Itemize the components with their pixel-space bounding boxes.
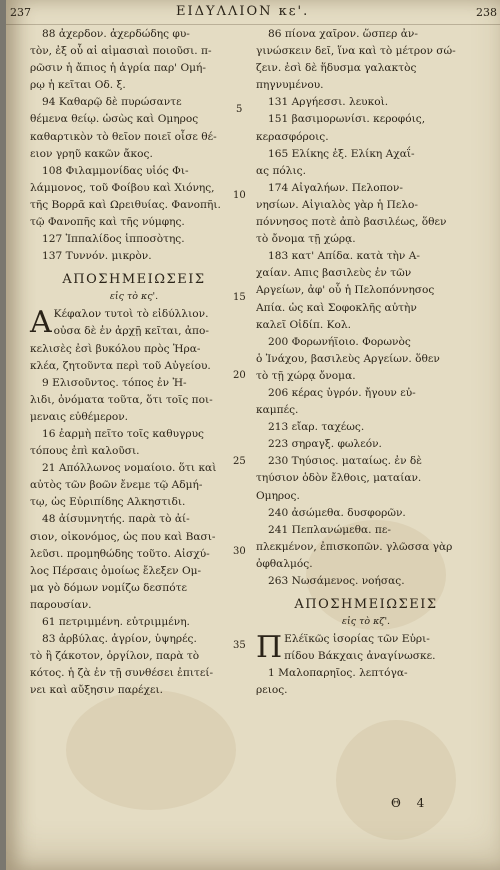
text-line: 108 Φιλαμμονίδας υἱός Φι- (42, 164, 189, 177)
text-line: 83 ἀρβύλας. ἀγρίον, ὑψηρές. (42, 633, 197, 646)
section-heading: ΑΠΟΣΗΜΕΙΩΣΕΙΣ (62, 272, 206, 288)
text-line: ειον γρηῦ κακῶν ἄκος. (30, 147, 153, 160)
text-line: τηύσιον ὁδὸν ἔλθοις, ματαίαν. (256, 472, 422, 485)
margin-line-number: 35 (233, 640, 246, 651)
text-line: θέμενα θείῳ. ὡσὼς καὶ Ομηρος (30, 113, 199, 126)
text-line: 263 Νωσάμενος. νοήσας. (268, 575, 405, 587)
section-subheading: εἰς τὸ κς'. (109, 291, 159, 303)
text-line: 165 Ελίκης ἐξ. Ελίκη Αχαΐ- (268, 147, 415, 160)
text-line: ζειν. ἐσὶ δὲ ἥδυσμα γαλακτὸς (256, 62, 417, 75)
text-line: κλέα, ζητοῦντα περὶ τοῦ Αὐγείου. (30, 359, 211, 372)
text-line: τὸν, ἐξ οὗ αἱ αἱμασιαὶ ποιοῦσι. π- (30, 45, 212, 58)
text-line: 183 κατ' Απίδα. κατὰ τὴν Α- (268, 250, 420, 263)
margin-line-number: 25 (233, 456, 246, 467)
drop-cap: Π (256, 630, 283, 666)
left-page-number: 237 (10, 6, 31, 19)
text-line: 88 ἀχερδον. ἀχερδώδης φυ- (42, 28, 190, 40)
margin-line-number: 30 (233, 546, 246, 557)
text-line: καλεῖ Οἰδίπ. Κολ. (256, 318, 351, 331)
right-page-number: 238 (476, 6, 497, 19)
text-line: κελισὲς ἐσὶ βυκόλου πρὸς Ἡρα- (30, 342, 201, 355)
text-line: 16 ἐαρμὴ πεῖτο τοῖς καθυγρυς (42, 427, 204, 440)
text-line: τῳ, ὡς Εὐριπίδης Αλκηστιδι. (30, 496, 186, 509)
text-line: μα γὸ δόμων νομίζω δεσπότε (30, 581, 187, 594)
right-column (256, 26, 476, 699)
text-line: τὸ ὄνομα τῇ χώρᾳ. (256, 233, 356, 246)
text-line: ὀφθαλμός. (256, 557, 313, 570)
drop-cap: Α (30, 305, 52, 341)
signature-mark: Θ 4 (391, 796, 431, 810)
text-line: χαίαν. Απις βασιλεὺς ἐν τῶν (256, 267, 412, 280)
text-line: 86 πίονα χαῖρον. ὥσπερ ἀν- (268, 28, 418, 40)
section-heading: ΑΠΟΣΗΜΕΙΩΣΕΙΣ (294, 597, 438, 613)
text-line: 206 κέρας ὑγρόν. ἤγουν εὐ- (268, 386, 416, 399)
text-line: 213 εἴαρ. ταχέως. (268, 421, 365, 434)
text-line: Αργείων, ἀφ' οὗ ἡ Πελοπόννησος (256, 284, 435, 297)
text-line: Ελέϊκῶς ἱσορίας τῶν Εὐρι- (284, 633, 430, 646)
text-line: 151 βασιμορωνίσι. κεροφόις, (268, 113, 426, 126)
text-line: 131 Αργήεσσι. λευκοὶ. (268, 96, 389, 109)
text-line: ρῳ ἡ κεῖται Οδ. ξ. (30, 79, 126, 92)
text-line: 240 ἀσώμεθα. δυσφορῶν. (268, 506, 406, 519)
text-line: τῷ Φανοπῆς καὶ τῆς νύμφης. (30, 216, 185, 229)
book-page (6, 0, 500, 870)
text-line: λάμμονος, τοῦ Φοίβου καὶ Χιόνης, (30, 181, 215, 194)
text-line: κερασφόροις. (256, 130, 329, 143)
text-line: οὐσα δὲ ἐν ἀρχῇ κεῖται, ἀπο- (53, 325, 209, 338)
text-line: ρειος. (256, 684, 288, 697)
text-line: σιον, οἰκονόμος, ὡς που καὶ Βασι- (30, 530, 216, 543)
text-line: 200 Φορωνήϊοιο. Φορωνὸς (268, 335, 411, 348)
text-line: 230 Τηύσιος. ματαίως. ἐν δὲ (268, 455, 422, 468)
margin-line-number: 10 (233, 190, 246, 201)
text-line: κότος. ἡ ζὰ ἐν τῇ συνθέσει ἐπιτεί- (30, 667, 214, 680)
text-line: 48 ἀίσυμνητής. παρὰ τὸ ἀί- (42, 513, 190, 526)
text-line: 61 πετριμμένη. εὐτριμμένη. (42, 616, 190, 628)
section-subheading: εἰς τὸ κζ'. (341, 616, 391, 628)
text-line: 174 Αἰγαλήων. Πελοπον- (268, 181, 403, 194)
text-line: τῆς Βορρᾶ καὶ Ωρειθυίας. Φανοπῆι. (30, 198, 221, 211)
text-line: τὸ ἢ ζάκοτον, ὀργίλον, παρὰ τὸ (30, 650, 200, 663)
text-line: λιδι, ὀνόματα τοῦτα, ὅτι τοῖς ποι- (30, 393, 213, 406)
margin-line-number: 15 (233, 292, 246, 303)
text-line: μεναις εὐθέμερον. (30, 410, 129, 423)
text-line: 241 Πεπλανώμεθα. πε- (268, 523, 391, 536)
text-line: πίδου Βάκχαις ἀναγίνωσκε. (284, 650, 436, 663)
text-line: Ομηρος. (256, 489, 300, 502)
text-line: λεῦσι. προμηθώδης τοῦτο. Αἰσχύ- (30, 547, 210, 560)
text-line: πόννησος ποτὲ ἀπὸ βασιλέως, ὅθεν (256, 216, 447, 229)
text-line: ας πόλις. (256, 164, 306, 177)
text-line: παρουσίαν. (30, 598, 92, 611)
text-line: 21 Απόλλωνος νομαίοιο. ὅτι καὶ (42, 462, 217, 475)
text-line: 1 Μαλοπαρηῖος. λεπτόγα- (268, 667, 408, 680)
text-line: 223 σηραγξ. φωλεόν. (268, 438, 382, 451)
text-line: πηγνυμένου. (256, 79, 324, 92)
text-line: 127 Ἱππαλίδος ἱπποσὸτης. (42, 233, 185, 246)
text-line: καμπές. (256, 404, 299, 417)
header-rule (6, 24, 500, 25)
running-head (6, 0, 500, 26)
text-line: λος Πέρσαις ὁμοίως ἔλεξεν Ομ- (30, 564, 202, 577)
text-line: Απία. ὡς καὶ Σοφοκλῆς αὐτὴν (256, 301, 417, 314)
text-line: 9 Ελισοῦντος. τόπος ἐν Ἠ- (42, 376, 187, 389)
text-line: ὁ Ἰνάχου, βασιλεὺς Αργείων. ὅθεν (256, 352, 440, 365)
page-title: ΕΙΔΥΛΛΙΟΝ κε'. (176, 4, 310, 19)
text-line: πλεκμένον, ἐπισκοπῶν. γλῶσσα γὰρ (256, 540, 453, 553)
text-line: γινώσκειν δεῖ, ἵνα καὶ τὸ μέτρον σώ- (256, 45, 456, 58)
text-line: νησίων. Αἰγιαλὸς γὰρ ἡ Πελο- (256, 198, 419, 211)
text-line: καθαρτικὸν τὸ θεῖον ποιεῖ οἶσε θέ- (30, 130, 217, 143)
margin-line-number: 20 (233, 370, 246, 381)
text-line: αὐτὸς τῶν βοῶν ἔνεμε τῷ Αδμή- (30, 479, 203, 492)
left-column (30, 26, 238, 699)
text-line: 94 Καθαρῷ δὲ πυρώσαντε (42, 96, 182, 109)
margin-line-number: 5 (236, 104, 243, 115)
text-line: νει καὶ αὔξησιν παρέχει. (30, 684, 163, 697)
text-line: τόπους ἐπὶ καλοῦσι. (30, 445, 140, 458)
text-line: τὸ τῇ χώρᾳ ὄνομα. (256, 369, 356, 382)
text-line: ρῶσιν ἡ ἄπιος ἡ ἀγρία παρ' Ομή- (30, 62, 206, 75)
text-line: 137 Τυννόν. μικρὸν. (42, 250, 152, 263)
text-line: Κέφαλον τυτοὶ τὸ εἰδύλλιον. (53, 308, 209, 321)
